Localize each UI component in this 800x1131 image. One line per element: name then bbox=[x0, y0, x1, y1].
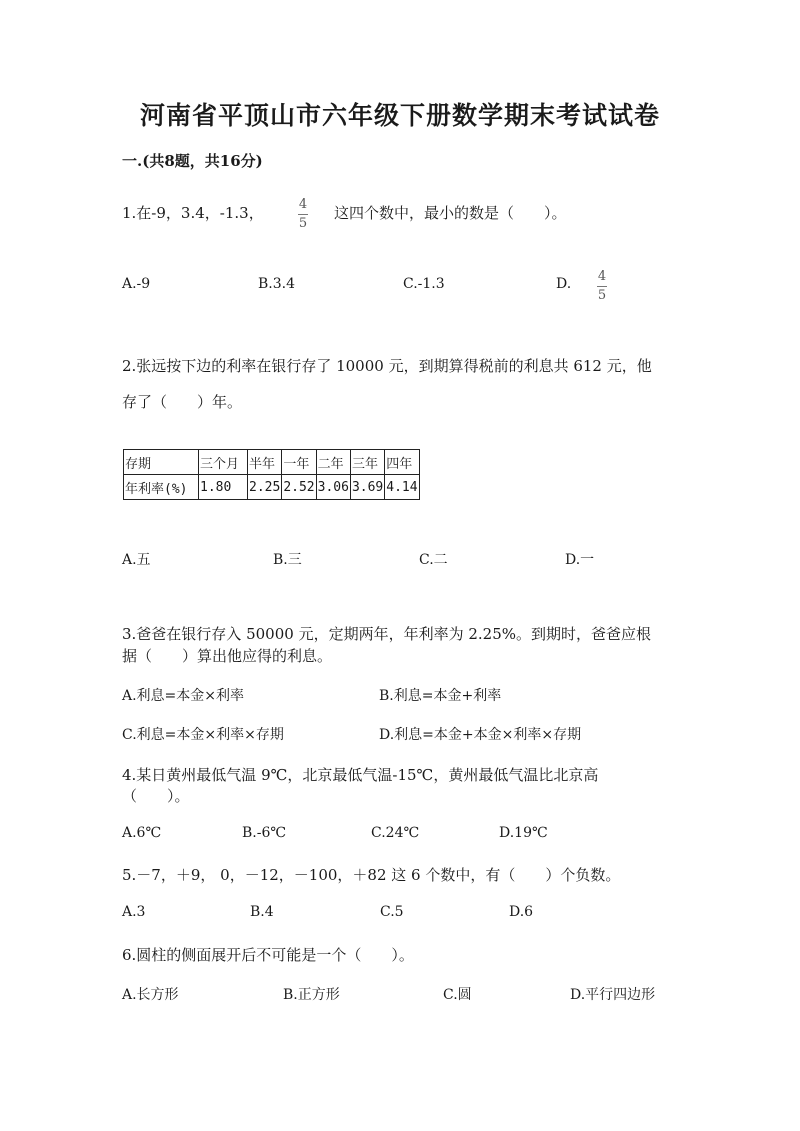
fraction-numerator: 4 bbox=[298, 197, 308, 212]
page-title: 河南省平顶山市六年级下册数学期末考试试卷 bbox=[139, 101, 660, 130]
question-1-fraction bbox=[298, 198, 308, 231]
question-6-option-d: D.平行四边形 bbox=[570, 987, 656, 1003]
question-6-option-a: A.长方形 bbox=[122, 987, 179, 1003]
question-6-option-c: C.圆 bbox=[443, 987, 472, 1003]
table-cell: 3.69 bbox=[350, 475, 384, 500]
question-1-stem-start: 1.在-9，3.4，-1.3， bbox=[122, 204, 264, 222]
question-2-option-d: D.一 bbox=[565, 552, 595, 568]
table-row bbox=[124, 475, 420, 500]
question-2-option-b: B.三 bbox=[273, 552, 302, 568]
question-5-option-b: B.4 bbox=[250, 904, 274, 920]
question-1-stem-end: 这四个数中，最小的数是（ ）。 bbox=[334, 204, 567, 222]
table-cell: 三个月 bbox=[199, 450, 248, 475]
fraction-numerator: 4 bbox=[597, 269, 607, 284]
question-5-option-d: D.6 bbox=[509, 904, 534, 920]
table-cell: 年利率(%) bbox=[124, 475, 199, 500]
question-1-option-c: C.-1.3 bbox=[403, 276, 445, 292]
question-2-line-2: 存了（ ）年。 bbox=[122, 393, 243, 411]
question-3-line-2: 据（ ）算出他应得的利息。 bbox=[122, 647, 333, 665]
table-cell: 一年 bbox=[282, 450, 316, 475]
table-cell: 三年 bbox=[350, 450, 384, 475]
table-cell: 4.14 bbox=[385, 475, 419, 500]
question-1-option-a: A.-9 bbox=[122, 276, 151, 292]
fraction-bar bbox=[597, 286, 607, 287]
question-3-option-b: B.利息=本金+利率 bbox=[379, 688, 502, 704]
section-heading: 一.(共8题，共16分) bbox=[122, 152, 263, 170]
question-5-stem: 5.－7，＋9， 0，－12，－100，＋82 这 6 个数中，有（ ）个负数。 bbox=[122, 866, 621, 884]
question-4-option-d: D.19℃ bbox=[499, 825, 548, 841]
table-cell: 2.52 bbox=[282, 475, 316, 500]
table-row bbox=[124, 450, 420, 475]
question-3-option-a: A.利息=本金×利率 bbox=[122, 688, 245, 704]
table-cell: 存期 bbox=[124, 450, 199, 475]
table-cell: 3.06 bbox=[316, 475, 350, 500]
question-6-option-b: B.正方形 bbox=[283, 987, 340, 1003]
question-6-stem: 6.圆柱的侧面展开后不可能是一个（ ）。 bbox=[122, 946, 414, 964]
fraction-bar bbox=[298, 214, 308, 215]
table-cell: 2.25 bbox=[248, 475, 282, 500]
question-2-option-c: C.二 bbox=[419, 552, 448, 568]
question-1-option-d-fraction bbox=[597, 270, 607, 303]
question-4-option-b: B.-6℃ bbox=[242, 825, 287, 841]
question-3-line-1: 3.爸爸在银行存入 50000 元，定期两年，年利率为 2.25%。到期时，爸爸应根 bbox=[122, 625, 651, 643]
table-cell: 四年 bbox=[385, 450, 419, 475]
interest-rate-table bbox=[123, 449, 420, 500]
question-4-line-1: 4.某日黄州最低气温 9℃，北京最低气温-15℃，黄州最低气温比北京高 bbox=[122, 766, 599, 784]
question-4-option-c: C.24℃ bbox=[371, 825, 420, 841]
question-5-option-a: A.3 bbox=[122, 904, 146, 920]
table-cell: 半年 bbox=[248, 450, 282, 475]
question-5-option-c: C.5 bbox=[380, 904, 404, 920]
question-4-option-a: A.6℃ bbox=[122, 825, 162, 841]
table-cell: 二年 bbox=[316, 450, 350, 475]
question-3-option-d: D.利息=本金+本金×利率×存期 bbox=[379, 727, 582, 743]
question-4-line-2: （ ）。 bbox=[122, 787, 190, 805]
question-1-option-d: D. bbox=[556, 276, 572, 292]
question-1-option-b: B.3.4 bbox=[258, 276, 296, 292]
table-cell: 1.80 bbox=[199, 475, 248, 500]
question-2-option-a: A.五 bbox=[122, 552, 151, 568]
fraction-denominator: 5 bbox=[597, 288, 607, 303]
question-2-line-1: 2.张远按下边的利率在银行存了 10000 元，到期算得税前的利息共 612 元，他 bbox=[122, 357, 652, 375]
fraction-denominator: 5 bbox=[298, 216, 308, 231]
question-3-option-c: C.利息=本金×利率×存期 bbox=[122, 727, 284, 743]
